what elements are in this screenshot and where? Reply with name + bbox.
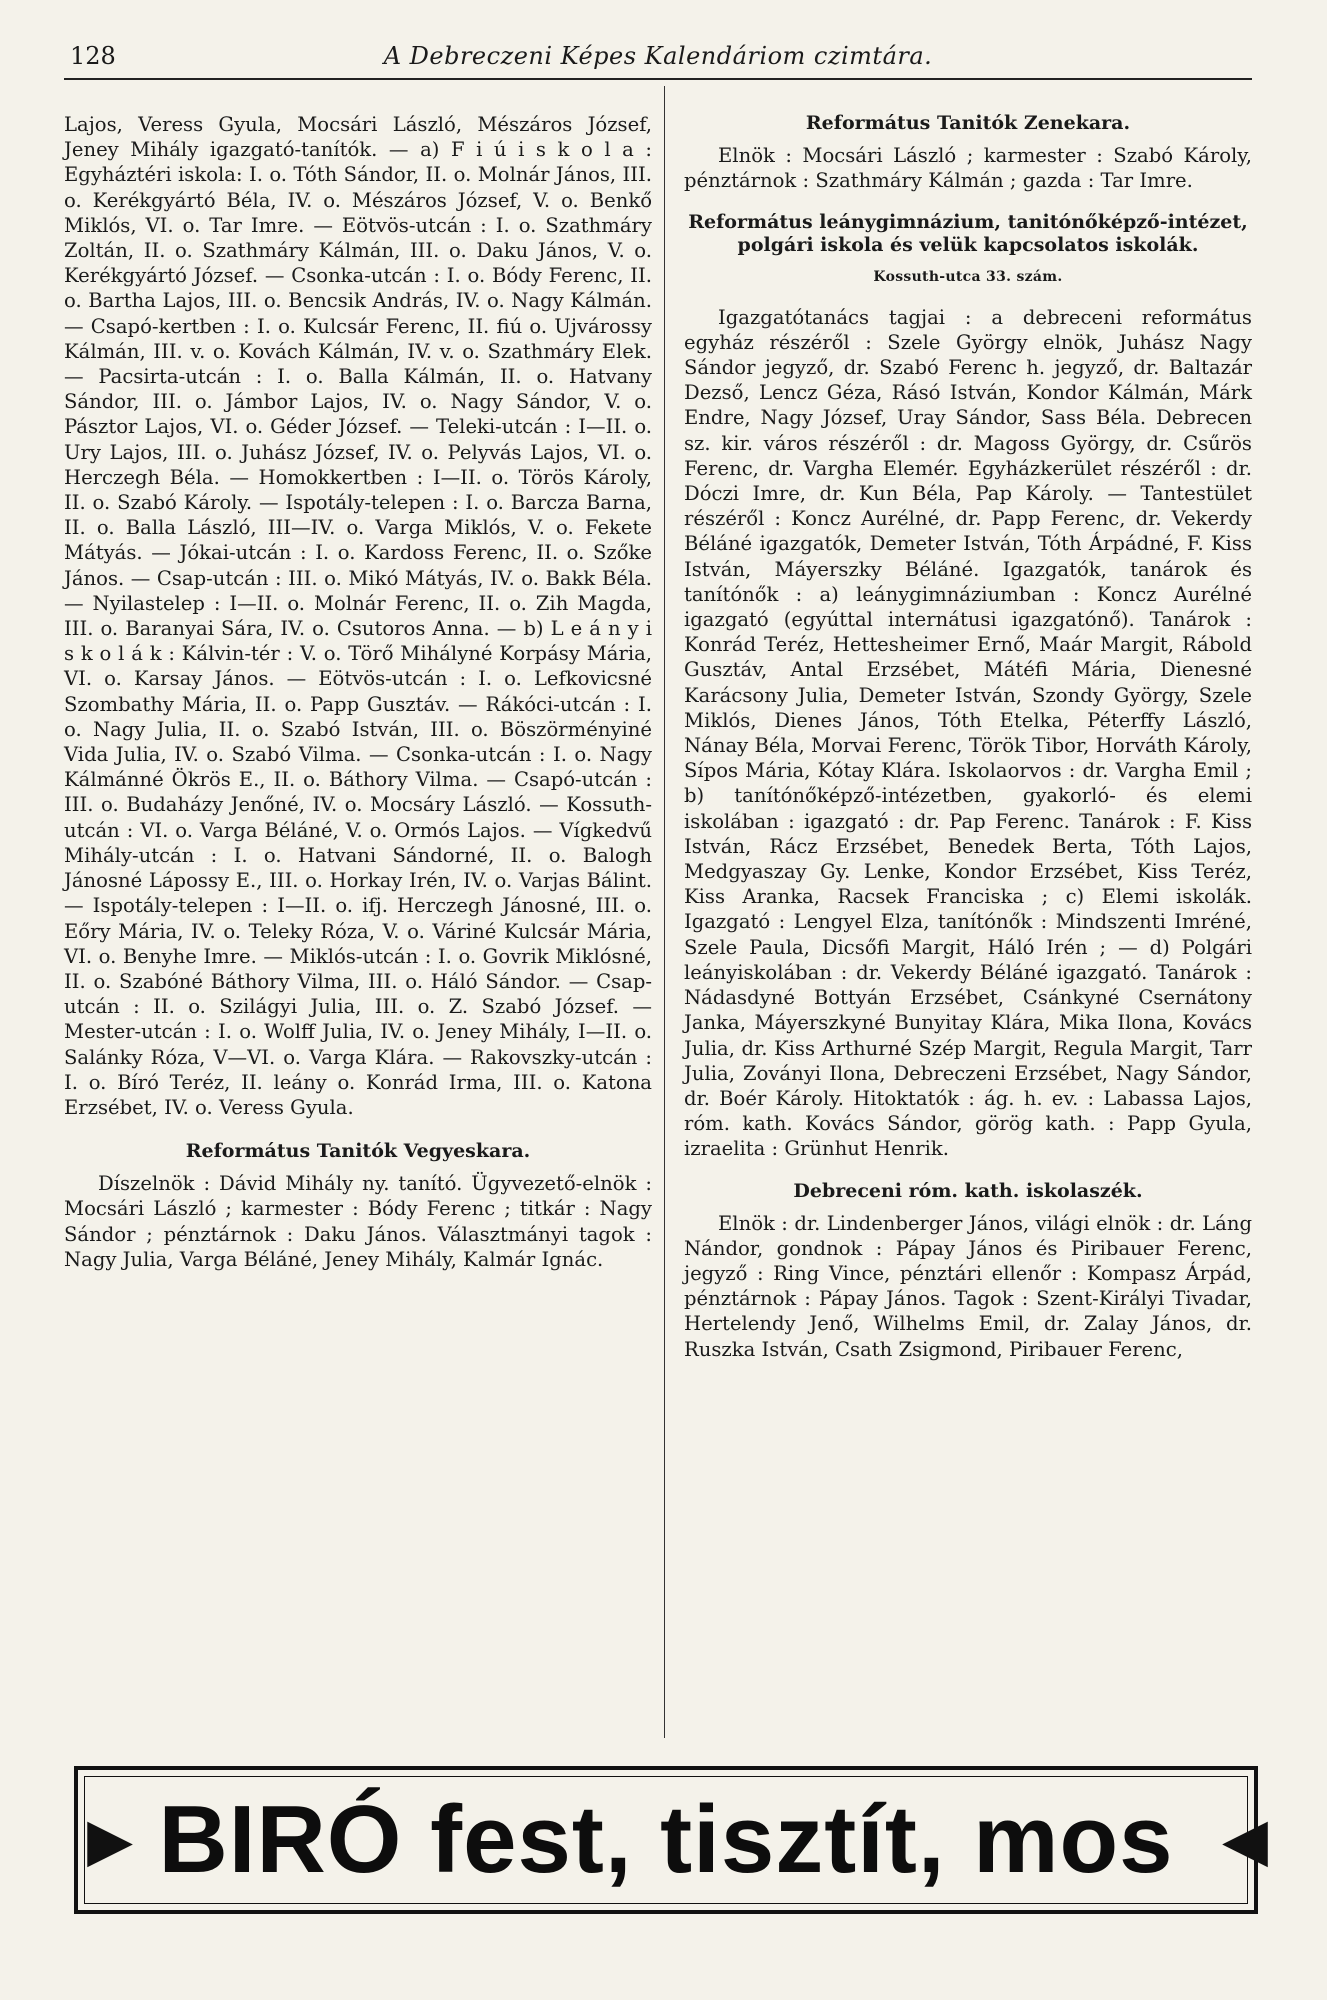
running-title: A Debreczeni Képes Kalendáriom czimtára. (383, 42, 933, 70)
left-paragraph: Lajos, Veress Gyula, Mocsári László, Mészáros József, Jeney Mihály igazgató-tanítók. — a) F i ú i s k o l a : Egyháztéri iskola: I. o. Tóth Sándor, II. o. Molnár János, III. o. Kerékgyártó Béla, IV. o. Mészáros József, V. o. Benkő Miklós, VI. o. Tar Imre. — Eötvös-utcán : I. o. Szathmáry Zoltán, II. o. Szathmáry Kálmán, III. o. Daku János, V. o. Kerékgyártó József. — Csonka-utcán : I. o. Bódy Ferenc, II. o. Bartha Lajos, III. o. Bencsik András, IV. o. Nagy Kálmán. — Csapó-kertben : I. o. Kulcsár Ferenc, II. fiú o. Ujvárossy Kálmán, III. v. o. Kovách Kálmán, IV. v. o. Szathmáry Elek. — Pacsirta-utcán : I. o. Balla Kálmán, II. o. Hatvany Sándor, III. o. Jámbor Lajos, IV. o. Nagy Sándor, V. o. Pásztor Lajos, VI. o. Géder József. — Teleki-utcán : I—II. o. Ury Lajos, III. o. Juhász József, IV. o. Pelyvás Lajos, VI. o. Herczegh Béla. — Homokkertben : I—II. o. Törös Károly, II. o. Szabó Károly. — Ispotály-telepen : I. o. Barcza Barna, II. o. Balla László, III—IV. o. Varga Miklós, V. o. Fekete Mátyás. — Jókai-utcán : I. o. Kardoss Ferenc, II. o. Szőke János. — Csap-utcán : III. o. Mikó Mátyás, IV. o. Bakk Béla. — Nyilastelep : I—II. o. Molnár Ferenc, II. o. Zih Magda, III. o. Baranyai Sára, IV. o. Csutoros Anna. — b) L e á n y i s k o l á k : Kálvin-tér : V. o. Törő Mihályné Korpásy Mária, VI. o. Karsay János. — Eötvös-utcán : I. o. Lefkovicsné Szombathy Mária, II. o. Papp Gusztáv. — Rákóci-utcán : I. o. Nagy Julia, II. o. Szabó István, III. o. Böszörményiné Vida Julia, IV. o. Szabó Vilma. — Csonka-utcán : I. o. Nagy Kálmánné Ökrös E., II. o. Báthory Vilma. — Csapó-utcán : III. o. Budaházy Jenőné, IV. o. Mocsáry László. — Kossuth-utcán : VI. o. Varga Béláné, V. o. Ormós Lajos. — Vígkedvű Mihály-utcán : I. o. Hatvani Sándorné, II. o. Balogh Jánosné Lápossy E., III. o. Horkay Irén, IV. o. Varjas Bálint. — Ispotály-telepen : I—II. o. ifj. Herczegh Jánosné, III. o. Eőry Mária, IV. o. Teleky Róza, V. o. Váriné Kulcsár Mária, VI. o. Benyhe Imre. — Miklós-utcán : I. o. Govrik Miklósné, II. o. Szabóné Báthory Vilma, III. o. Háló Sándor. — Csap-utcán : II. o. Szilágyi Julia, III. o. Z. Szabó József. — Mester-utcán : I. o. Wolff Julia, IV. o. Jeney Mihály, I—II. o. Salánky Róza, V—VI. o. Varga Klára. — Rakovszky-utcán : I. o. Bíró Teréz, II. leány o. Konrád Irma, III. o. Katona Erzsébet, IV. o. Veress Gyula. (64, 113, 652, 1119)
section-text-iskolaszek: Elnök : dr. Lindenberger János, világi elnök : dr. Láng Nándor, gondnok : Pápay János és Piribauer Ferenc, jegyző : Ring Vince, pénztári ellenőr : Kompasz Árpád, pénztárnok : Pápay János. Tagok : Szent-Királyi Tivadar, Hertelendy Jenő, Wilhelms Emil, dr. Zalay János, dr. Ruszka István, Csath Zsigmond, Piribauer Ferenc, (684, 1211, 1252, 1361)
spacer (64, 1120, 652, 1140)
banner-left-ornament: ▶ (88, 1808, 132, 1871)
section-text-zenekar: Elnök : Mocsári László ; karmester : Szabó Károly, pénztárnok : Szathmáry Kálmán ; gazda : Tar Imre. (684, 144, 1252, 193)
banner-right-ornament: ◀ (1224, 1808, 1268, 1871)
section-title-iskolaszek: Debreceni róm. kath. iskolaszék. (793, 1179, 1143, 1202)
left-column (64, 112, 652, 1272)
spacer (684, 1162, 1252, 1180)
column-divider (664, 86, 665, 1738)
advertisement-banner (74, 1766, 1268, 1914)
page-header (64, 38, 1252, 80)
section-address: Kossuth-utca 33. szám. (873, 269, 1063, 286)
section-title-zenekar: Református Tanitók Zenekara. (805, 112, 1131, 134)
spacer (684, 193, 1252, 211)
advertisement-text: BIRÓ fest, tisztít, mos (158, 1786, 1174, 1893)
section-text-leanygimnazium: Igazgatótanács tagjai : a debreceni református egyház részéről : Szele György elnök, Juhász Nagy Sándor jegyző, dr. Szabó Ferenc h. jegyző, dr. Baltazár Dezső, Lencz Géza, Rásó István, Kondor Kálmán, Márk Endre, Nagy József, Uray Sándor, Sass Béla. Debrecen sz. kir. város részéről : dr. Magoss György, dr. Csűrös Ferenc, dr. Vargha Elemér. Egyházkerület részéről : dr. Dóczi Imre, dr. Kun Béla, Pap Károly. — Tantestület részéről : Koncz Aurélné, dr. Papp Ferenc, dr. Vekerdy Béláné igazgatók, Demeter István, Tóth Árpádné, F. Kiss István, Máyerszky Béláné. Igazgatók, tanárok és tanítónők : a) leánygimnáziumban : Koncz Aurélné igazgató (egyúttal internátusi igazgatónő). Tanárok : Konrád Teréz, Hettesheimer Ernő, Maár Margit, Rábold Gusztáv, Antal Erzsébet, Mátéfi Mária, Dienesné Karácsony Julia, Demeter István, Szondy György, Szele Miklós, Dienes János, Tóth Etelka, Péterffy László, Nánay Béla, Morvai Ferenc, Török Tibor, Horváth Károly, Sípos Mária, Kótay Klára. Iskolaorvos : dr. Vargha Emil ; b) tanítónőképző-intézetben, gyakorló- és elemi iskolában : igazgató : dr. Pap Ferenc. Tanárok : F. Kiss István, Rácz Erzsébet, Benedek Berta, Tóth Lajos, Medgyaszay Gy. Lenke, Kondor Erzsébet, Kiss Teréz, Kiss Aranka, Racsek Franciska ; c) Elemi iskolák. Igazgató : Lengyel Elza, tanítónők : Mindszenti Imréné, Szele Paula, Dicsőfi Margit, Háló Irén ; — d) Polgári leányiskolában : dr. Vekerdy Béláné igazgató. Tanárok : Nádasdyné Bottyán Erzsébet, Csánkyné Csernátony Janka, Máyerszkyné Bunyitay Klára, Mika Ilona, Kovács Julia, dr. Kiss Arthurné Szép Margit, Regula Margit, Tarr Julia, Zoványi Ilona, Debreczeni Erzsébet, Nagy Sándor, dr. Boér Károly. Hitoktatók : ág. h. ev. : Labassa Lajos, róm. kath. Kovács Sándor, görög kath. : Papp Gyula, izraelita : Grünhut Henrik. (684, 305, 1252, 1161)
right-column (684, 112, 1252, 1362)
page-number: 128 (70, 42, 116, 70)
section-title-leanygimnazium: Református leánygimnázium, tanitónőképző-intézet, polgári iskola és velük kapcsolatos iskolák. (688, 211, 1248, 257)
section-text-vegyeskar: Díszelnök : Dávid Mihály ny. tanító. Ügyvezető-elnök : Mocsári László ; karmester : Bódy Ferenc ; titkár : Nagy Sándor ; pénztárnok : Daku János. Választmányi tagok : Nagy Julia, Varga Béláné, Jeney Mihály, Kalmár Ignác. (64, 1172, 652, 1271)
section-title-vegyeskar: Református Tanitók Vegyeskara. (185, 1140, 531, 1163)
